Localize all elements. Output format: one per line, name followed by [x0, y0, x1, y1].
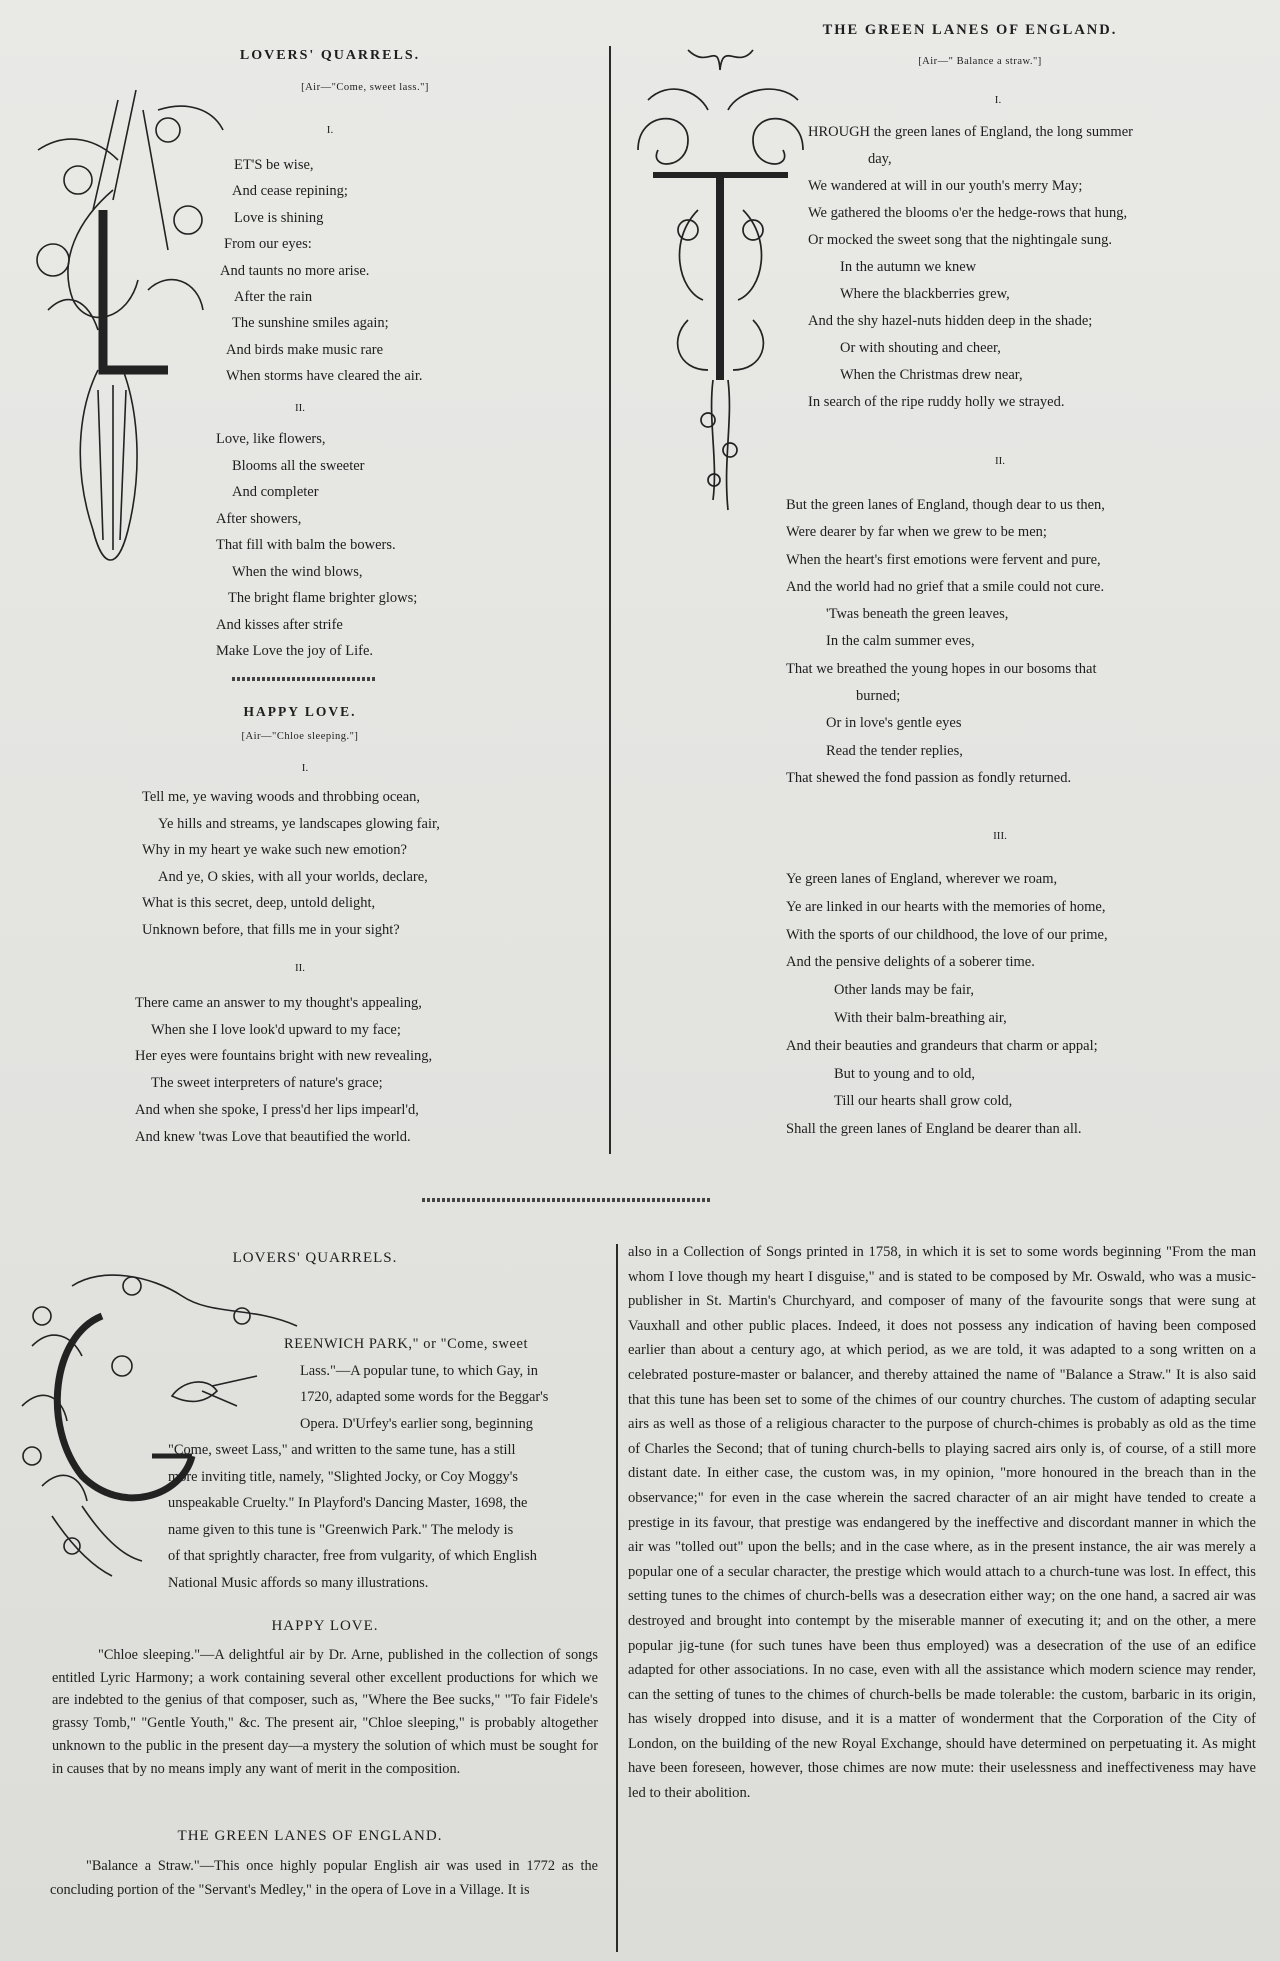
verse-line: And the world had no grief that a smile could not cure.: [786, 578, 1105, 595]
verse-line: With their balm-breathing air,: [834, 1009, 1007, 1026]
verse-line: day,: [868, 151, 892, 167]
verse-line: And cease repining;: [232, 183, 348, 200]
verse-line: Ye green lanes of England, wherever we roam,: [786, 871, 1058, 887]
lovers-quarrels-air: [Air—"Come, sweet lass."]: [301, 82, 429, 93]
prose-line: of that sprightly character, free from vulgarity, of which English: [168, 1548, 537, 1564]
verse-line: Make Love the joy of Life.: [216, 643, 374, 659]
verse-line: In search of the ripe ruddy holly we strayed.: [808, 394, 1065, 410]
verse-line: And the shy hazel-nuts hidden deep in the shade;: [808, 313, 1093, 329]
lovers-quarrels-title: LOVERS' QUARRELS.: [239, 48, 421, 63]
prose-line: REENWICH PARK," or "Come, sweet: [284, 1336, 529, 1352]
verse-line: We wandered at will in our youth's merry May;: [808, 178, 1083, 194]
verse-line: That shewed the fond passion as fondly returned.: [786, 769, 1072, 786]
prose-line: more inviting title, namely, "Slighted Jocky, or Coy Moggy's: [168, 1468, 518, 1485]
verse-line: After the rain: [234, 289, 313, 306]
prose-happy-paragraph: "Chloe sleeping."—A delightful air by Dr. Arne, published in the collection of songs entitled Lyric Harmony; a work containing several other excellent productions for which we are indebted to the genius of that composer, such as, "Where the Bee sucks," "To fair Fidele's grassy Tomb," "Gentle Youth," &c. The present air, "Chloe sleeping," is probably altogether unknown to the public in the present day—a mystery the solution of which must be sought for in causes that by no means imply any want of merit in the composition.: [52, 1647, 598, 1777]
happy-verse-1: [142, 784, 440, 944]
verse-line: And ye, O skies, with all your worlds, declare,: [158, 868, 428, 885]
verse-line: When she I love look'd upward to my face;: [151, 1021, 401, 1038]
verse-line: When storms have cleared the air.: [226, 368, 423, 385]
verse-line: But to young and to old,: [834, 1065, 975, 1082]
verse-line: The sunshine smiles again;: [232, 315, 389, 332]
lanes-verse-1: [808, 119, 1133, 416]
column-rule-upper: [609, 46, 611, 1154]
lanes-verse-2: [786, 492, 1105, 792]
happy-love-title: HAPPY LOVE.: [243, 704, 357, 719]
verse-line: Why in my heart ye wake such new emotion?: [142, 842, 407, 859]
scroll-initial-T-ornament: [628, 40, 813, 540]
prose-line: unspeakable Cruelty." In Playford's Dancing Master, 1698, the: [168, 1495, 528, 1511]
verse-line: Or with shouting and cheer,: [840, 340, 1001, 356]
verse-line: That fill with balm the bowers.: [216, 537, 396, 553]
verse-line: Her eyes were fountains bright with new revealing,: [135, 1048, 433, 1065]
verse-line: Where the blackberries grew,: [840, 286, 1010, 302]
verse-line: Were dearer by far when we grew to be men;: [786, 524, 1047, 541]
lanes-verse-2-number: II.: [994, 455, 1006, 467]
verse-line: Unknown before, that fills me in your sight?: [142, 921, 400, 938]
verse-line: With the sports of our childhood, the love of our prime,: [786, 926, 1108, 943]
verse-line: But the green lanes of England, though dear to us then,: [786, 497, 1105, 513]
verse-line: From our eyes:: [224, 236, 312, 253]
verse-line: The sweet interpreters of nature's grace;: [151, 1075, 383, 1092]
green-lanes-title: THE GREEN LANES OF ENGLAND.: [822, 22, 1118, 38]
verse-line: burned;: [856, 688, 901, 705]
verse-line: Shall the green lanes of England be dearer than all.: [786, 1121, 1082, 1138]
verse-line: In the autumn we knew: [840, 259, 977, 275]
happy-verse-1-number: I.: [301, 762, 309, 774]
verse-line: Tell me, ye waving woods and throbbing ocean,: [142, 789, 421, 805]
verse-line: Or mocked the sweet song that the nightingale sung.: [808, 232, 1113, 248]
prose-line: Opera. D'Urfey's earlier song, beginning: [300, 1415, 533, 1432]
lanes-verse-3: [786, 866, 1108, 1144]
verse-line: ET'S be wise,: [234, 157, 314, 173]
prose-line: National Music affords so many illustrations.: [168, 1574, 429, 1591]
verse-line: And when she spoke, I press'd her lips impearl'd,: [135, 1101, 419, 1118]
prose-line: "Come, sweet Lass," and written to the same tune, has a still: [168, 1442, 516, 1458]
floral-initial-L-ornament: [18, 70, 228, 580]
lovers-verse-2-number: II.: [294, 402, 306, 414]
verse-line: And knew 'twas Love that beautified the world.: [135, 1128, 411, 1145]
verse-line: Till our hearts shall grow cold,: [834, 1093, 1013, 1110]
prose-lovers-title: LOVERS' QUARRELS.: [232, 1250, 398, 1266]
verse-line: There came an answer to my thought's appealing,: [135, 995, 422, 1011]
verse-line: Love, like flowers,: [216, 431, 326, 447]
verse-line: Other lands may be fair,: [834, 982, 974, 999]
verse-line: We gathered the blooms o'er the hedge-rows that hung,: [808, 205, 1128, 221]
verse-line: And completer: [232, 484, 319, 500]
verse-line: And kisses after strife: [216, 616, 343, 633]
verse-line: Ye are linked in our hearts with the memories of home,: [786, 898, 1106, 915]
prose-line: Lass."—A popular tune, to which Gay, in: [300, 1362, 538, 1379]
wavy-divider: [232, 677, 376, 681]
lovers-verse-1: [220, 152, 422, 390]
prose-happy-title: HAPPY LOVE.: [271, 1618, 379, 1634]
verse-line: And birds make music rare: [226, 341, 384, 358]
column-rule-lower: [616, 1244, 618, 1952]
green-lanes-air: [Air—" Balance a straw."]: [918, 56, 1042, 67]
verse-line: When the wind blows,: [232, 563, 363, 580]
section-divider: [422, 1198, 712, 1202]
verse-line: The bright flame brighter glows;: [228, 590, 418, 606]
verse-line: When the Christmas drew near,: [840, 367, 1023, 383]
verse-line: Love is shining: [234, 209, 324, 226]
verse-line: HROUGH the green lanes of England, the long summer: [808, 124, 1133, 140]
prose-line: name given to this tune is "Greenwich Park." The melody is: [168, 1521, 514, 1538]
verse-line: Or in love's gentle eyes: [826, 715, 962, 732]
prose-right-column: also in a Collection of Songs printed in 1758, in which it is set to some words beginning "From the man whom I love though my heart I disguise," and is stated to be composed by Mr. Oswald, who was a music-publisher in St. Martin's Churchyard, and composer of many of the favourite songs that were sung at Vauxhall and other public places. Indeed, it does not possess any indication of having been composed earlier than about a century ago, at which period, as we are told, it was adapted to a song written on a celebrated posture-master or balancer, and thereby attained the name of "Balance a Straw." It is also said that this tune has been set to some of the chimes of our country churches. The custom of adapting secular airs as well as those of a religious character to the purpose of church-chimes is probably as old as the time of Charles the Second; that of tuning church-bells to playing sacred airs only is, of course, of a still more distant date. In either case, the custom was, in my opinion, "more honoured in the breach than in the observance;" for even in the case wherein the sacred character of an air might have tended to create a prestige in its favour, that prestige was endangered by the ineffective and discordant manner in which the air was "tolled out" upon the bells; and in the case where, as in the present instance, the air was merely a popular one of a secular character, the prestige which would attach to a church-tune was lost. In effect, this setting tunes to the chimes of church-bells was a desecration either way; on the one hand, a sacred air was destroyed and brought into contempt by the miserable manner of executing it; and on the other, a mere popular jig-tune (for such tunes have been thus employed) was a desecration of the use of an edifice adapted for other associations. In no case, even with all the assistance which modern science may render, can the setting of tunes to the chimes of church-bells be made tolerable: the custom, barbaric in its origin, has wisely dropped into disuse, and it is a matter of wonderment that the Corporation of the City of London, on the building of the new Royal Exchange, should have determined on perpetuating it. As might have been foreseen, however, those chimes are now mute: their uselessness and ineffectiveness may have led to their abolition.: [628, 1244, 1256, 1802]
lovers-verse-2: [216, 426, 417, 665]
lanes-verse-1-number: I.: [994, 94, 1002, 106]
verse-line: Blooms all the sweeter: [232, 457, 365, 474]
prose-lanes-title: THE GREEN LANES OF ENGLAND.: [177, 1828, 443, 1844]
happy-verse-2: [135, 990, 432, 1150]
verse-line: What is this secret, deep, untold delight,: [142, 895, 376, 912]
verse-line: In the calm summer eves,: [826, 633, 975, 650]
verse-line: Read the tender replies,: [826, 742, 963, 759]
verse-line: And the pensive delights of a soberer time.: [786, 954, 1035, 971]
verse-line: And their beauties and grandeurs that charm or appal;: [786, 1037, 1098, 1054]
prose-lanes-paragraph: "Balance a Straw."—This once highly popular English air was used in 1772 as the concluding portion of the "Servant's Medley," in the opera of Love in a Village. It is: [50, 1858, 598, 1898]
verse-line: After showers,: [216, 510, 302, 527]
verse-line: That we breathed the young hopes in our bosoms that: [786, 660, 1097, 677]
happy-love-air: [Air—"Chloe sleeping."]: [241, 731, 359, 742]
verse-line: When the heart's first emotions were fervent and pure,: [786, 551, 1101, 568]
verse-line: And taunts no more arise.: [220, 262, 370, 279]
verse-line: Ye hills and streams, ye landscapes glowing fair,: [158, 815, 440, 832]
lanes-verse-3-number: III.: [993, 830, 1007, 842]
happy-verse-2-number: II.: [294, 962, 306, 974]
prose-line: 1720, adapted some words for the Beggar's: [300, 1389, 549, 1405]
lovers-verse-1-number: I.: [326, 124, 334, 136]
verse-line: 'Twas beneath the green leaves,: [826, 606, 1009, 623]
